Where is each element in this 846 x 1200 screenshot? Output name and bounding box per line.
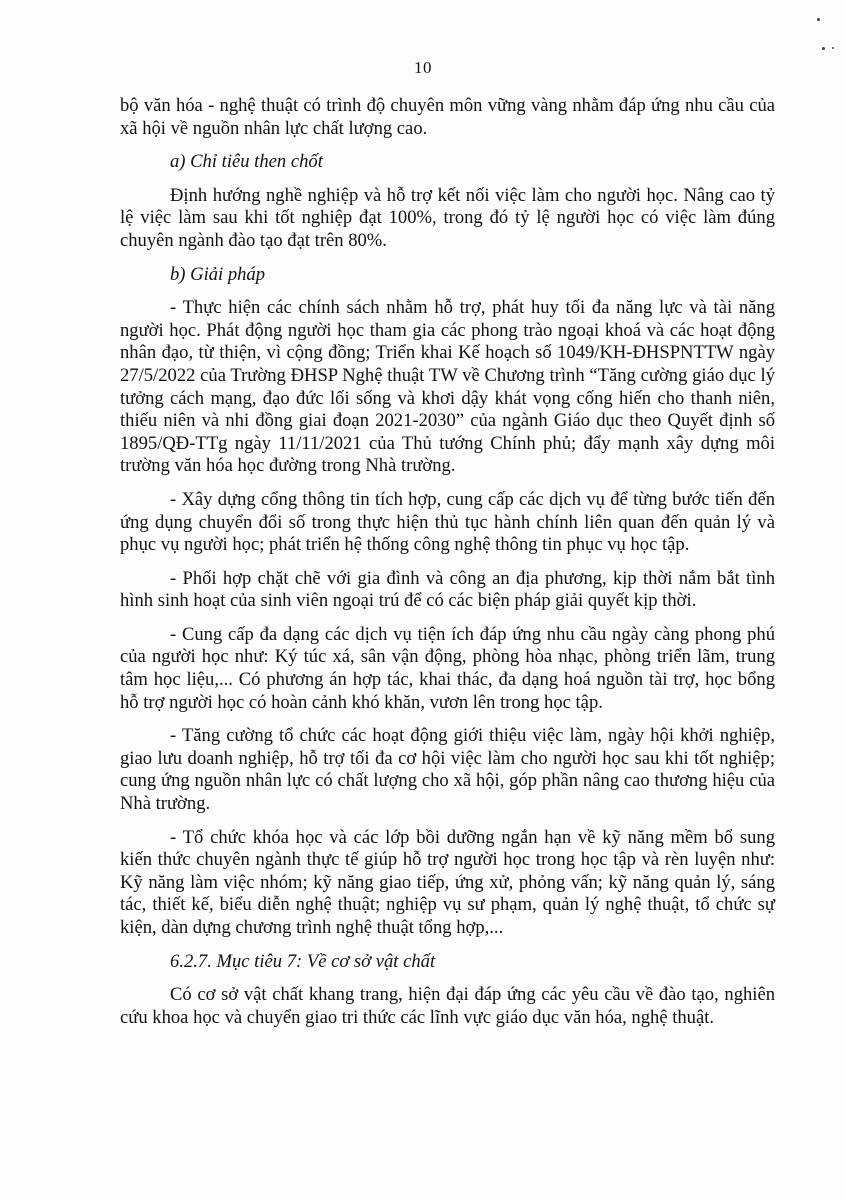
paragraph-solution-policies: - Thực hiện các chính sách nhằm hỗ trợ, phát huy tối đa năng lực và tài năng người học. Phát động người học tham gia các phong trào ngoại khoá và các hoạt động nhân đạo, từ thiện, vì cộng đồng; Triển khai Kế hoạch số 1049/KH-ĐHSPNTTW ngày 27/5/2022 của Trường ĐHSP Nghệ thuật TW về Chương trình “Tăng cường giáo dục lý tưởng cách mạng, đạo đức lối sống và khơi dậy khát vọng cống hiến cho thanh niên, thiếu niên và nhi đồng giai đoạn 2021-2030” của ngành Giáo dục theo Quyết định số 1895/QĐ-TTg ngày 11/11/2021 của Thủ tướng Chính phủ; đẩy mạnh xây dựng môi trường văn hóa học đường trong Nhà trường.	[120, 297, 775, 477]
paragraph-solution-coordination: - Phối hợp chặt chẽ với gia đình và công an địa phương, kịp thời nắm bắt tình hình sinh hoạt của sinh viên ngoại trú để có các biện pháp giải quyết kịp thời.	[120, 567, 775, 612]
paragraph-intro-continuation: bộ văn hóa - nghệ thuật có trình độ chuyên môn vững vàng nhằm đáp ứng nhu cầu của xã hội về nguồn nhân lực chất lượng cao.	[120, 95, 775, 139]
paragraph-solution-portal: - Xây dựng cổng thông tin tích hợp, cung cấp các dịch vụ để từng bước tiến đến ứng dụng chuyển đổi số trong thực hiện thủ tục hành chính liên quan đến quản lý và phục vụ người học; phát triển hệ thống công nghệ thông tin phục vụ học tập.	[120, 488, 775, 556]
paragraph-solution-employment: - Tăng cường tổ chức các hoạt động giới thiệu việc làm, ngày hội khởi nghiệp, giao lưu doanh nghiệp, hỗ trợ tối đa cơ hội việc làm cho người học sau khi tốt nghiệp; cung ứng nguồn nhân lực có chất lượng cho xã hội, góp phần nâng cao thương hiệu của Nhà trường.	[120, 725, 775, 815]
section-heading-key-targets: a) Chỉ tiêu then chốt	[170, 151, 323, 173]
section-heading-goal-7: 6.2.7. Mục tiêu 7: Về cơ sở vật chất	[170, 950, 436, 972]
paragraph-key-targets: Định hướng nghề nghiệp và hỗ trợ kết nối việc làm cho người học. Nâng cao tỷ lệ việc làm sau khi tốt nghiệp đạt 100%, trong đó tỷ lệ người học có việc làm đúng chuyên ngành đào tạo đạt trên 80%.	[120, 184, 775, 251]
scan-speck	[832, 47, 834, 49]
scan-speck	[822, 47, 825, 50]
page-number: 10	[414, 58, 432, 77]
document-body	[120, 95, 775, 1040]
paragraph-goal-7: Có cơ sở vật chất khang trang, hiện đại đáp ứng các yêu cầu về đào tạo, nghiên cứu khoa học và chuyển giao tri thức các lĩnh vực giáo dục văn hóa, nghệ thuật.	[120, 984, 775, 1028]
paragraph-solution-training: - Tổ chức khóa học và các lớp bồi dưỡng ngắn hạn về kỹ năng mềm bổ sung kiến thức chuyên ngành thực tế giúp hỗ trợ người học trong học tập và rèn luyện như: Kỹ năng làm việc nhóm; kỹ năng giao tiếp, ứng xử, phỏng vấn; kỹ năng quản lý, sáng tác, thiết kế, biểu diễn nghệ thuật; nghiệp vụ sư phạm, quản lý nghệ thuật, tổ chức sự kiện, dàn dựng chương trình nghệ thuật tổng hợp,...	[120, 826, 775, 938]
scan-speck	[817, 18, 820, 21]
section-heading-solutions: b) Giải pháp	[170, 263, 266, 285]
paragraph-solution-services: - Cung cấp đa dạng các dịch vụ tiện ích đáp ứng nhu cầu ngày càng phong phú của người học như: Ký túc xá, sân vận động, phòng hòa nhạc, phòng triển lãm, trung tâm học liệu,... Có phương án hợp tác, khai thác, đa dạng hoá nguồn tài trợ, học bổng hỗ trợ người học có hoàn cảnh khó khăn, vươn lên trong học tập.	[120, 623, 775, 713]
